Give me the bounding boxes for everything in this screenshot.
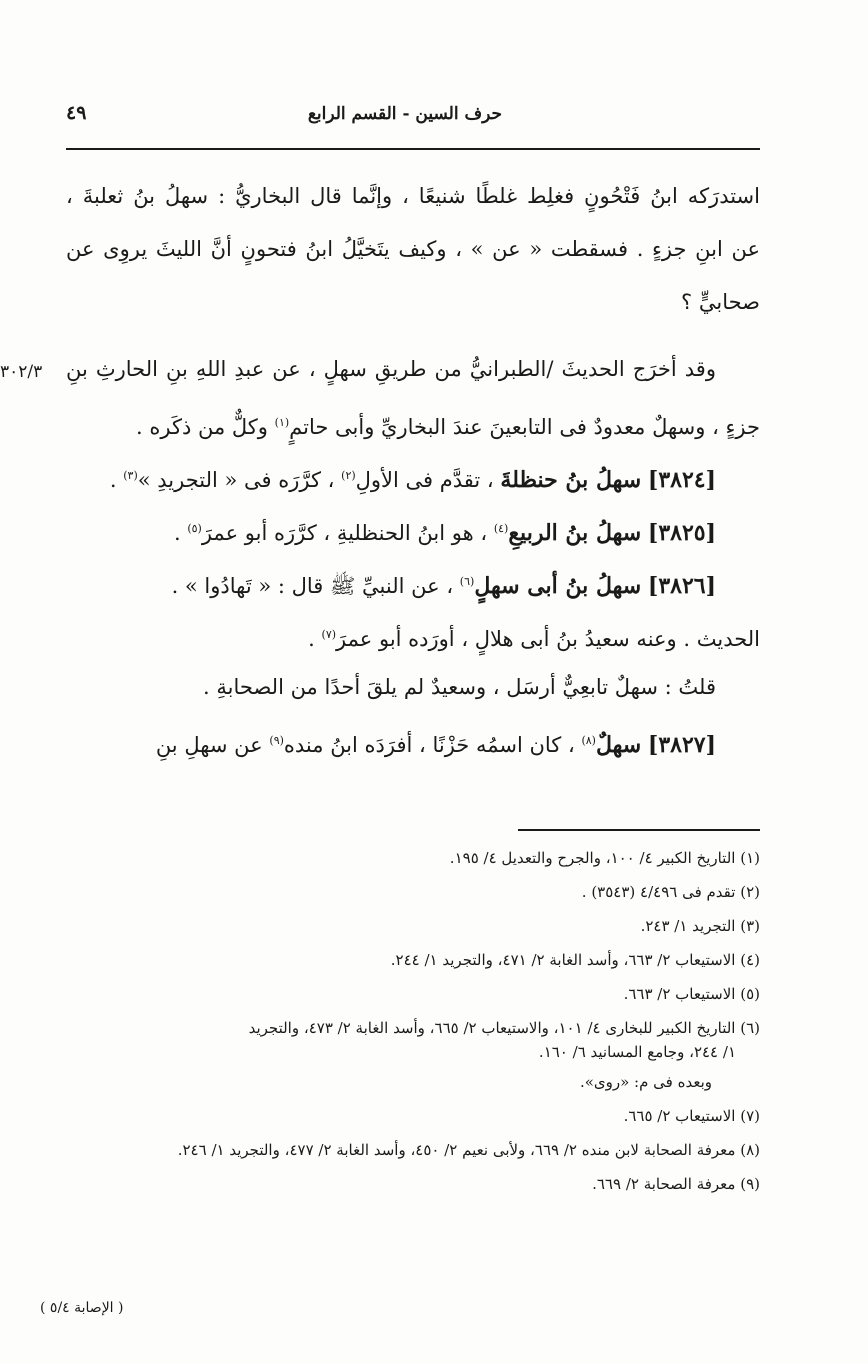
text-line: [66, 608, 760, 661]
entry-text: ، تقدَّم فى الأولِ: [355, 468, 494, 492]
entry-number: [٣٨٢٦]: [647, 573, 716, 599]
entry-3827: [66, 714, 760, 767]
page-number: ٤٩: [66, 102, 87, 124]
entry-3824: [66, 449, 760, 502]
footnote-6: (٦) التاريخ الكبير للبخارى ٤/ ١٠١، والاستيعاب ٢/ ٦٦٥، وأسد الغابة ٢/ ٤٧٣، والتجريد: [248, 1019, 760, 1037]
footnote-marker: (٤): [493, 522, 509, 535]
footnote-marker: (٨): [581, 734, 596, 747]
entry-end: .: [308, 627, 315, 651]
running-header: [66, 98, 760, 136]
footnote-marker: (١): [274, 416, 290, 429]
footnote-marker: (٢): [341, 469, 356, 482]
entry-end: .: [109, 468, 117, 492]
footnote-5: (٥) الاستيعاب ٢/ ٦٦٣.: [623, 985, 760, 1003]
text-line: عن ابنِ جزءٍ . فسقطت « عن » ، وكيف يتَخيَّلُ ابنُ فتحونٍ أنَّ الليثَ يروِى عن: [66, 237, 760, 261]
header-title: حرف السين - القسم الرابع: [307, 104, 502, 124]
entry-text: ، هو ابنُ الحنظليةِ ، كرَّرَه أبو عمرَ: [201, 521, 488, 545]
footnote-marker: (٣): [123, 469, 138, 482]
entry-name: سهلٌ: [595, 732, 642, 758]
footnote-9: (٩) معرفة الصحابة ٢/ ٦٦٩.: [592, 1175, 760, 1193]
entry-text: ، كان اسمُه حَزْنًا ، أفرَدَه ابنُ منده: [283, 733, 575, 757]
entry-name: سهلُ بنُ حنظلةَ: [500, 467, 642, 493]
footnote-7: (٧) الاستيعاب ٢/ ٦٦٥.: [623, 1107, 760, 1125]
footnote-1: (١) التاريخ الكبير ٤/ ١٠٠، والجرح والتعديل ٤/ ١٩٥.: [449, 849, 760, 867]
footnote-marker: (٥): [187, 522, 202, 535]
footnote-6-variant: وبعده فى م: «روى».: [579, 1073, 712, 1091]
header-rule: [66, 148, 760, 150]
note-line: قلتُ : سهلٌ تابعِيٌّ أرسَل ، وسعيدٌ لم يلقَ أحدًا من الصحابةِ .: [203, 675, 716, 699]
margin-reference: ٣٠٢/٣: [0, 362, 43, 382]
entry-end: .: [173, 521, 181, 545]
entry-number: [٣٨٢٧]: [647, 732, 716, 758]
volume-signature: ( الإصابة ٥/٤ ): [40, 1300, 124, 1316]
text-line: [66, 396, 760, 449]
footnote-8: (٨) معرفة الصحابة لابن منده ٢/ ٦٦٩، ولأبى نعيم ٢/ ٤٥٠، وأسد الغابة ٢/ ٤٧٧، والتجريد ١/ ٢٤٦.: [177, 1141, 760, 1159]
entry-text: عن سهلِ بنِ: [155, 733, 263, 757]
entry-3826: [66, 555, 760, 608]
footnote-2: (٢) تقدم فى ٤/٤٩٦ (٣٥٤٣) .: [581, 883, 760, 901]
entry-number: [٣٨٢٤]: [647, 467, 716, 493]
main-text: [66, 170, 760, 767]
footnotes: [66, 842, 760, 1202]
footnote-marker: (٦): [459, 575, 475, 588]
text-run: وكلٌّ من ذكَره .: [136, 415, 268, 439]
footnote-rule: [518, 829, 760, 831]
footnote-6-continued: ١/ ٢٤٤، وجامع المسانيد ٦/ ١٦٠.: [538, 1043, 736, 1061]
footnote-marker: (٩): [269, 734, 284, 747]
text-line: وقد أخرَج الحديثَ /الطبرانيُّ من طريقِ سهلٍ ، عن عبدِ اللهِ بنِ الحارثِ بنِ: [66, 357, 716, 381]
entry-text: ، عن النبيِّ ﷺ قال : « تَهادُوا » .: [171, 574, 454, 598]
text-line: صحابيٍّ ؟: [681, 290, 760, 314]
entry-number: [٣٨٢٥]: [647, 520, 716, 546]
text-run: جزءٍ ، وسهلٌ معدودٌ فى التابعينَ عندَ البخاريِّ وأبى حاتمٍ: [289, 415, 760, 439]
footnote-4: (٤) الاستيعاب ٢/ ٦٦٣، وأسد الغابة ٢/ ٤٧١، والتجريد ١/ ٢٤٤.: [390, 951, 760, 969]
entry-3825: [66, 502, 760, 555]
entry-text: الحديث . وعنه سعيدُ بنُ أبى هلالٍ ، أورَده أبو عمرَ: [336, 627, 760, 651]
entry-name: سهلُ بنُ أبى سهلٍ: [474, 573, 642, 599]
footnote-3: (٣) التجريد ١/ ٢٤٣.: [640, 917, 760, 935]
text-line: استدرَكه ابنُ فَتْحُونٍ فغلِط غلطًا شنيعًا ، وإنَّما قال البخاريُّ : سهلُ بنُ ثعلبةَ ،: [66, 184, 760, 208]
entry-name: سهلُ بنُ الربيعِ: [508, 520, 642, 546]
footnote-marker: (٧): [321, 628, 337, 641]
entry-text: ، كرَّرَه فى « التجريدِ »: [137, 468, 335, 492]
